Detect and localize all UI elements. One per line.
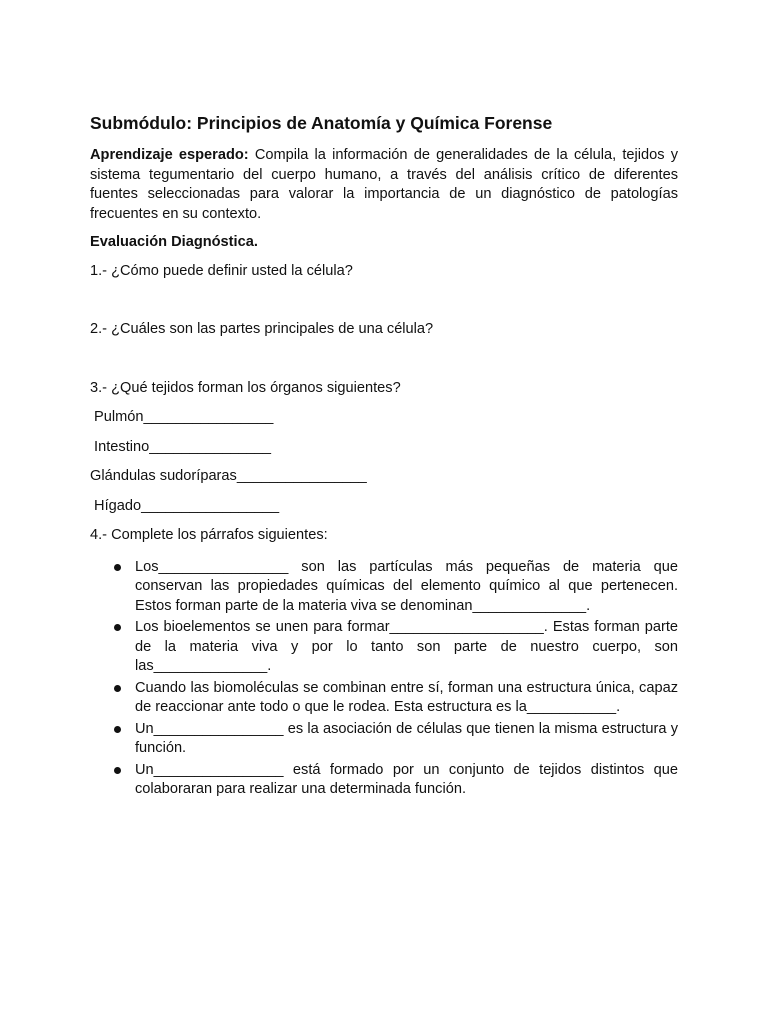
- bullet-icon: [114, 767, 121, 774]
- organ-intestino: Intestino_______________: [90, 438, 271, 455]
- list-item: [90, 679, 678, 718]
- list-item-text: Un________________ es la asociación de células que tienen la misma estructura y función.: [135, 720, 678, 756]
- list-item-text: Los bioelementos se unen para formar___________________. Estas forman parte de la materia viva y por lo tanto son parte de nuestro cuerpo, son las______________.: [135, 619, 678, 674]
- list-item: [90, 720, 678, 759]
- organ-higado: Hígado_________________: [90, 497, 280, 514]
- bullet-icon: [114, 726, 121, 733]
- organ-pulmon: Pulmón________________: [90, 409, 274, 425]
- bullet-icon: [114, 624, 121, 631]
- question-3: 3.- ¿Qué tejidos forman los órganos siguientes?: [90, 379, 401, 396]
- bullet-icon: [114, 564, 121, 571]
- document-page: [90, 112, 678, 802]
- question-4: 4.- Complete los párrafos siguientes:: [90, 527, 328, 543]
- list-item: [90, 761, 678, 800]
- list-item: [90, 558, 678, 617]
- list-item-text: Cuando las biomoléculas se combinan entre sí, forman una estructura única, capaz de reaccionar ante todo o que le rodea. Esta estructura es la___________.: [135, 679, 678, 715]
- question-2: 2.- ¿Cuáles son las partes principales de una célula?: [90, 321, 434, 337]
- bullet-icon: [114, 685, 121, 692]
- list-item: [90, 618, 678, 677]
- aprendizaje-text: Compila la información de generalidades de la célula, tejidos y sistema tegumentario del cuerpo humano, a través del análisis crítico de diferentes fuentes seleccionadas para valorar la importancia de un diagnóstico de patologías frecuentes en su contexto.: [90, 147, 678, 222]
- organ-glandulas: Glándulas sudoríparas________________: [90, 468, 367, 484]
- aprendizaje-label: Aprendizaje esperado:: [90, 147, 249, 163]
- fill-in-list: [90, 558, 678, 800]
- list-item-text: Un________________ está formado por un conjunto de tejidos distintos que colaboraran para realizar una determinada función.: [135, 761, 678, 797]
- list-item-text: Los________________ son las partículas más pequeñas de materia que conservan las propiedades químicas del elemento químico al que pertenecen. Estos forman parte de la materia viva se denominan______________.: [135, 558, 678, 614]
- question-1: 1.- ¿Cómo puede definir usted la célula?: [90, 262, 353, 279]
- aprendizaje-paragraph: [90, 146, 678, 224]
- evaluacion-heading: Evaluación Diagnóstica.: [90, 234, 258, 250]
- document-title: Submódulo: Principios de Anatomía y Química Forense: [90, 113, 553, 133]
